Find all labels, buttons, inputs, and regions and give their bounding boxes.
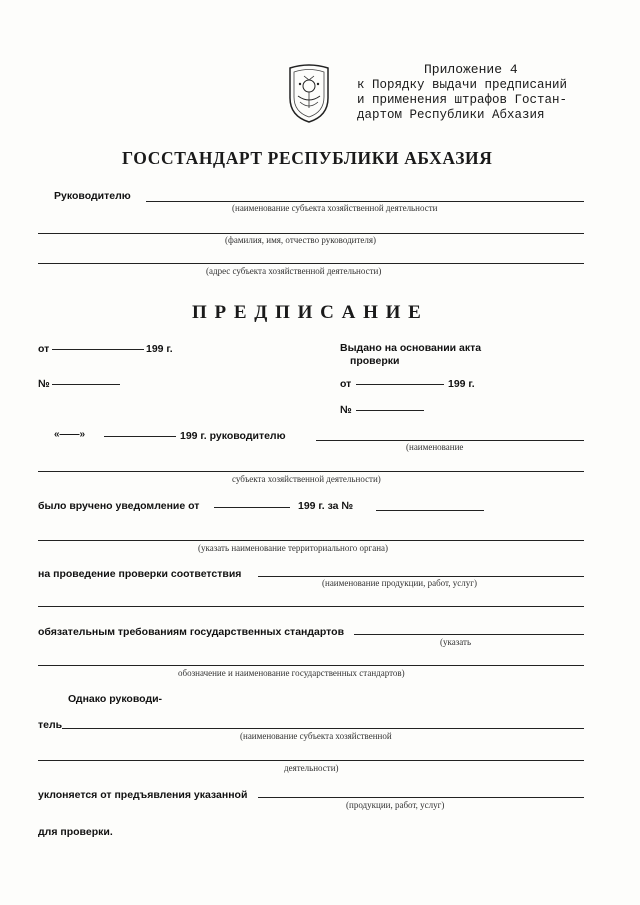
notice-date-line <box>214 507 290 508</box>
appendix-line-3: и применения штрафов Гостан- <box>357 93 568 107</box>
order-number-label: № <box>38 378 50 390</box>
year-head-label: 199 г. руководителю <box>180 430 286 442</box>
issued-line-1: Выдано на основании акта <box>340 342 482 354</box>
act-date-line <box>356 384 444 385</box>
act-year-label: 199 г. <box>448 378 475 390</box>
however-label: Однако руководи- <box>68 693 163 705</box>
standards-line-2 <box>38 665 584 666</box>
order-number-line <box>52 384 120 385</box>
product-line <box>258 576 584 577</box>
standards-caption: обозначение и наименование государственных стандартов) <box>178 668 405 678</box>
notice-label: было вручено уведомление от <box>38 500 200 512</box>
activity-caption: деятельности) <box>284 763 339 773</box>
act-number-line <box>356 410 424 411</box>
order-date-line <box>52 349 144 350</box>
entity-caption-3: (наименование субъекта хозяйственной <box>240 731 392 741</box>
standards-line <box>354 634 584 635</box>
notice-year-label: 199 г. за № <box>298 500 354 512</box>
product-caption-2: (продукции, работ, услуг) <box>346 800 445 810</box>
notice-number-line <box>376 510 484 511</box>
tel-label: тель <box>38 719 63 731</box>
product-line-2 <box>38 606 584 607</box>
act-from-label: от <box>340 378 352 390</box>
order-from-label: от <box>38 343 50 355</box>
head-entity-line <box>146 201 584 202</box>
evade-line <box>258 797 584 798</box>
evade-label: уклоняется от предъявления указанной <box>38 789 248 801</box>
check-label: на проведение проверки соответствия <box>38 568 242 580</box>
head-label: Руководителю <box>54 190 131 202</box>
address-caption: (адрес субъекта хозяйственной деятельности) <box>206 266 382 276</box>
entity-caption: (наименование субъекта хозяйственной деятельности <box>232 203 438 213</box>
head-name-line <box>316 440 584 441</box>
issued-line-2: проверки <box>350 355 400 367</box>
quote-date: «——» <box>54 429 86 440</box>
territorial-caption: (указать наименование территориального органа) <box>198 543 389 553</box>
appendix-line-4: дартом Республики Абхазия <box>357 108 545 122</box>
org-title: ГОССТАНДАРТ РЕСПУБЛИКИ АБХАЗИЯ <box>122 148 493 168</box>
naming-caption: (наименование <box>406 442 464 452</box>
order-year-label: 199 г. <box>146 343 173 355</box>
act-number-label: № <box>340 404 352 416</box>
entity-caption-2: субъекта хозяйственной деятельности) <box>232 474 381 484</box>
product-caption: (наименование продукции, работ, услуг) <box>322 578 477 588</box>
territorial-line <box>38 540 584 541</box>
appendix-line-1: Приложение 4 <box>424 62 518 77</box>
document-title: П Р Е Д П И С А Н И Е <box>192 302 423 323</box>
emblem-logo <box>286 62 332 124</box>
for-check-label: для проверки. <box>38 826 113 838</box>
address-line <box>38 263 584 264</box>
standards-label: обязательным требованиям государственных стандартов <box>38 626 345 638</box>
fio-line <box>38 233 584 234</box>
specify-caption: (указать <box>440 637 472 647</box>
month-line <box>104 436 176 437</box>
entity-line-3 <box>62 728 584 729</box>
entity-line-2 <box>38 471 584 472</box>
activity-line <box>38 760 584 761</box>
appendix-line-2: к Порядку выдачи предписаний <box>357 78 568 92</box>
fio-caption: (фамилия, имя, отчество руководителя) <box>225 235 377 245</box>
